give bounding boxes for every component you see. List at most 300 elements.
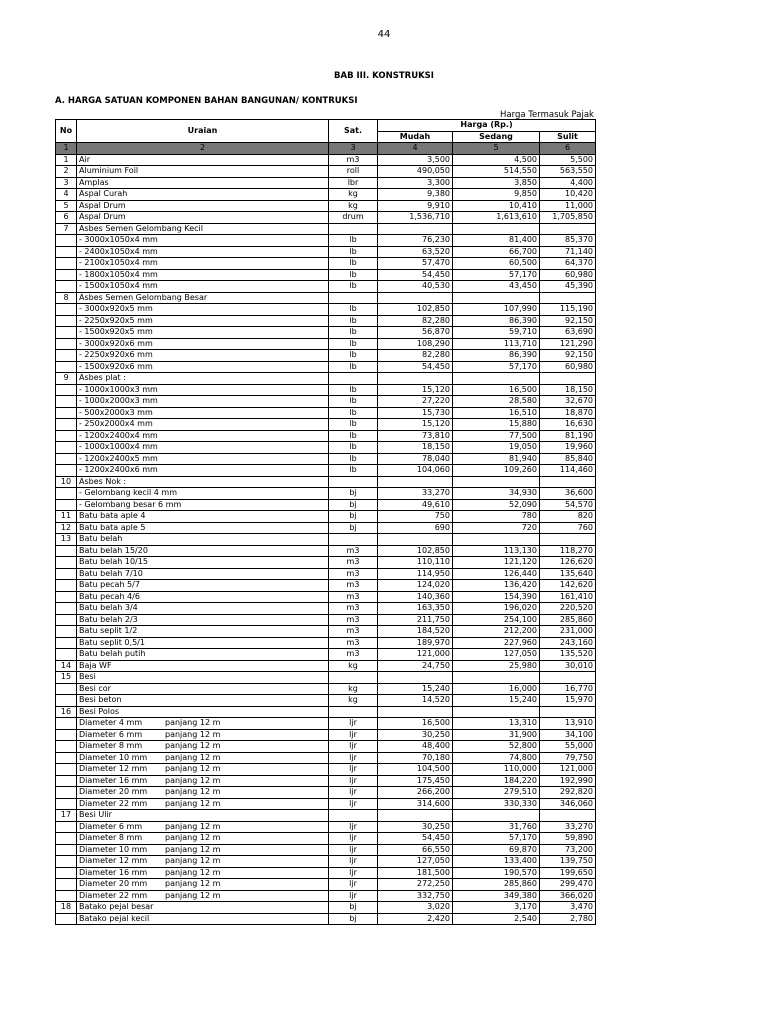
row-price-sulit: 32,670 (540, 396, 596, 408)
row-unit: ljr (329, 798, 378, 810)
row-price-sedang: 184,220 (453, 775, 540, 787)
row-price-mudah: 266,200 (378, 787, 453, 799)
row-price-sulit: 55,000 (540, 741, 596, 753)
row-description: - 3000x1050x4 mm (77, 235, 329, 247)
row-description: Batu bata aple 5 (77, 522, 329, 534)
row-price-sulit: 231,000 (540, 626, 596, 638)
row-price-mudah: 490,050 (378, 166, 453, 178)
row-price-sulit: 135,640 (540, 568, 596, 580)
row-description (77, 879, 329, 891)
row-unit: lb (329, 465, 378, 477)
row-price-mudah: 16,500 (378, 718, 453, 730)
row-no: 4 (56, 189, 77, 201)
row-no (56, 591, 77, 603)
row-unit: ljr (329, 867, 378, 879)
row-price-sulit: 220,520 (540, 603, 596, 615)
table-row (56, 568, 596, 580)
row-description: - 1200x2400x4 mm (77, 430, 329, 442)
table-row (56, 729, 596, 741)
table-row (56, 246, 596, 258)
row-price-sedang: 31,900 (453, 729, 540, 741)
row-price-sulit: 85,370 (540, 235, 596, 247)
row-unit: ljr (329, 879, 378, 891)
row-price-sulit: 10,420 (540, 189, 596, 201)
header-harga: Harga (Rp.) (378, 120, 596, 132)
row-description-name: Diameter 20 mm (79, 879, 148, 888)
row-price-sedang: 3,170 (453, 902, 540, 914)
row-price-sedang: 107,990 (453, 304, 540, 316)
row-price-sulit: 139,750 (540, 856, 596, 868)
row-price-sedang: 9,850 (453, 189, 540, 201)
row-description: Batu pecah 5/7 (77, 580, 329, 592)
row-price-mudah: 15,730 (378, 407, 453, 419)
table-row (56, 258, 596, 270)
row-no (56, 338, 77, 350)
row-description: - 1200x2400x5 mm (77, 453, 329, 465)
row-description (77, 741, 329, 753)
row-description: - 1200x2400x6 mm (77, 465, 329, 477)
row-price-sedang: 15,880 (453, 419, 540, 431)
table-row (56, 154, 596, 166)
column-index: 3 (329, 143, 378, 155)
row-price-sulit: 59,890 (540, 833, 596, 845)
row-no: 11 (56, 511, 77, 523)
row-unit: m3 (329, 591, 378, 603)
row-no (56, 637, 77, 649)
table-row (56, 741, 596, 753)
table-row (56, 350, 596, 362)
row-price-sulit: 16,770 (540, 683, 596, 695)
table-row (56, 879, 596, 891)
table-row (56, 660, 596, 672)
row-description (77, 718, 329, 730)
row-price-sedang: 25,980 (453, 660, 540, 672)
column-index: 5 (453, 143, 540, 155)
row-unit: lb (329, 350, 378, 362)
row-price-sedang: 254,100 (453, 614, 540, 626)
table-row (56, 637, 596, 649)
row-price-mudah: 114,950 (378, 568, 453, 580)
row-description: - Gelombang besar 6 mm (77, 499, 329, 511)
row-price-mudah: 211,750 (378, 614, 453, 626)
row-price-sedang: 43,450 (453, 281, 540, 293)
row-price-mudah: 184,520 (378, 626, 453, 638)
row-description: Asbes Semen Gelombang Kecil (77, 223, 329, 235)
row-price-sedang: 74,800 (453, 752, 540, 764)
row-no: 18 (56, 902, 77, 914)
row-price-mudah: 18,150 (378, 442, 453, 454)
row-unit (329, 476, 378, 488)
header-mudah: Mudah (378, 131, 453, 143)
row-price-mudah: 14,520 (378, 695, 453, 707)
row-no (56, 649, 77, 661)
row-no: 9 (56, 373, 77, 385)
row-description: Baja WF (77, 660, 329, 672)
row-price-sulit: 33,270 (540, 821, 596, 833)
row-price-sulit: 1,705,850 (540, 212, 596, 224)
row-price-sedang: 720 (453, 522, 540, 534)
row-price-mudah: 189,970 (378, 637, 453, 649)
row-price-mudah: 63,520 (378, 246, 453, 258)
row-description: - 3000x920x5 mm (77, 304, 329, 316)
row-description: Besi (77, 672, 329, 684)
row-price-mudah: 102,850 (378, 545, 453, 557)
row-description: - 1000x1000x4 mm (77, 442, 329, 454)
row-unit: lb (329, 453, 378, 465)
table-row (56, 591, 596, 603)
table-row (56, 304, 596, 316)
row-unit: lbr (329, 177, 378, 189)
table-row (56, 752, 596, 764)
row-price-sulit: 13,910 (540, 718, 596, 730)
row-description: Amplas (77, 177, 329, 189)
row-description: Batu belah (77, 534, 329, 546)
row-description: Batu seplit 1/2 (77, 626, 329, 638)
row-no: 5 (56, 200, 77, 212)
row-length: panjang 12 m (165, 729, 221, 739)
row-price-mudah: 104,060 (378, 465, 453, 477)
row-price-sulit: 73,200 (540, 844, 596, 856)
row-price-mudah: 2,420 (378, 913, 453, 925)
row-price-sulit: 60,980 (540, 269, 596, 281)
row-no (56, 269, 77, 281)
row-unit: m3 (329, 614, 378, 626)
row-price-sulit (540, 810, 596, 822)
row-price-sulit: 192,990 (540, 775, 596, 787)
row-unit: bj (329, 511, 378, 523)
row-price-sedang (453, 706, 540, 718)
row-price-mudah: 750 (378, 511, 453, 523)
row-unit (329, 810, 378, 822)
section-title: A. HARGA SATUAN KOMPONEN BAHAN BANGUNAN/ KONTRUKSI (55, 96, 358, 106)
row-price-mudah: 140,360 (378, 591, 453, 603)
row-description (77, 833, 329, 845)
page-number: 44 (377, 29, 391, 40)
row-no (56, 729, 77, 741)
row-no (56, 752, 77, 764)
row-price-mudah: 108,290 (378, 338, 453, 350)
row-unit: lb (329, 258, 378, 270)
row-description (77, 775, 329, 787)
row-price-sedang: 13,310 (453, 718, 540, 730)
row-unit: m3 (329, 545, 378, 557)
row-price-sulit (540, 292, 596, 304)
row-no (56, 787, 77, 799)
row-price-sedang: 16,000 (453, 683, 540, 695)
row-description: - 1000x2000x3 mm (77, 396, 329, 408)
row-price-sulit (540, 706, 596, 718)
table-row (56, 476, 596, 488)
row-description (77, 856, 329, 868)
row-description: Batako pejal kecil (77, 913, 329, 925)
row-length: panjang 12 m (165, 718, 221, 727)
row-description: Aspal Drum (77, 200, 329, 212)
row-description: - 3000x920x6 mm (77, 338, 329, 350)
row-price-sulit: 19,960 (540, 442, 596, 454)
row-price-sedang: 77,500 (453, 430, 540, 442)
row-unit: m3 (329, 603, 378, 615)
row-description: - Gelombang kecil 4 mm (77, 488, 329, 500)
row-unit (329, 223, 378, 235)
row-description: Besi beton (77, 695, 329, 707)
row-price-sedang (453, 373, 540, 385)
row-description: - 2400x1050x4 mm (77, 246, 329, 258)
row-price-mudah: 24,750 (378, 660, 453, 672)
row-unit: bj (329, 488, 378, 500)
row-price-sulit: 199,650 (540, 867, 596, 879)
row-price-sulit: 92,150 (540, 350, 596, 362)
row-price-sulit: 760 (540, 522, 596, 534)
table-row (56, 798, 596, 810)
row-no: 10 (56, 476, 77, 488)
table-row (56, 649, 596, 661)
column-index-row (56, 143, 596, 155)
row-description: - 1800x1050x4 mm (77, 269, 329, 281)
table-row (56, 706, 596, 718)
row-unit: ljr (329, 787, 378, 799)
row-price-sulit: 563,550 (540, 166, 596, 178)
row-length: panjang 12 m (165, 867, 221, 877)
column-index: 1 (56, 143, 77, 155)
row-price-sulit: 118,270 (540, 545, 596, 557)
row-price-sulit: 2,780 (540, 913, 596, 925)
row-price-sedang: 86,390 (453, 350, 540, 362)
row-no: 8 (56, 292, 77, 304)
table-row (56, 511, 596, 523)
row-no (56, 499, 77, 511)
row-price-sedang (453, 223, 540, 235)
row-description: Batu belah 10/15 (77, 557, 329, 569)
row-unit: m3 (329, 649, 378, 661)
row-description: Besi cor (77, 683, 329, 695)
table-row (56, 212, 596, 224)
row-description-name: Diameter 16 mm (79, 867, 148, 877)
row-unit (329, 534, 378, 546)
row-price-sulit: 60,980 (540, 361, 596, 373)
header-no: No (56, 120, 77, 143)
row-price-sedang: 66,700 (453, 246, 540, 258)
row-no (56, 465, 77, 477)
row-description (77, 752, 329, 764)
row-unit: ljr (329, 821, 378, 833)
row-price-mudah: 175,450 (378, 775, 453, 787)
row-no (56, 856, 77, 868)
row-price-sedang: 121,120 (453, 557, 540, 569)
row-no (56, 603, 77, 615)
row-length: panjang 12 m (165, 741, 221, 750)
row-price-mudah: 110,110 (378, 557, 453, 569)
row-unit: ljr (329, 775, 378, 787)
row-price-sedang: 57,170 (453, 269, 540, 281)
row-price-sedang (453, 476, 540, 488)
row-length: panjang 12 m (165, 821, 221, 831)
row-description: Batu belah putih (77, 649, 329, 661)
row-description: - 1000x1000x3 mm (77, 384, 329, 396)
row-no (56, 327, 77, 339)
row-price-sedang: 52,800 (453, 741, 540, 753)
row-no (56, 844, 77, 856)
price-note: Harga Termasuk Pajak (500, 110, 594, 120)
row-description: Besi Polos (77, 706, 329, 718)
row-unit: ljr (329, 844, 378, 856)
row-unit: m3 (329, 626, 378, 638)
row-price-sedang: 127,050 (453, 649, 540, 661)
row-price-sedang: 349,380 (453, 890, 540, 902)
row-price-sulit: 161,410 (540, 591, 596, 603)
row-unit (329, 292, 378, 304)
row-price-sedang: 1,613,610 (453, 212, 540, 224)
row-price-sulit: 135,520 (540, 649, 596, 661)
row-price-sedang: 113,130 (453, 545, 540, 557)
row-price-mudah: 49,610 (378, 499, 453, 511)
row-price-mudah: 3,300 (378, 177, 453, 189)
row-price-sedang: 126,440 (453, 568, 540, 580)
row-description (77, 787, 329, 799)
row-price-sedang: 86,390 (453, 315, 540, 327)
row-unit: ljr (329, 833, 378, 845)
table-row (56, 810, 596, 822)
row-price-sulit: 121,290 (540, 338, 596, 350)
row-unit: lb (329, 327, 378, 339)
row-description-name: Diameter 12 mm (79, 764, 148, 773)
row-no (56, 741, 77, 753)
row-unit: lb (329, 304, 378, 316)
row-price-sedang: 279,510 (453, 787, 540, 799)
table-row (56, 189, 596, 201)
row-price-mudah: 1,536,710 (378, 212, 453, 224)
row-description: - 2250x920x6 mm (77, 350, 329, 362)
row-price-mudah (378, 810, 453, 822)
row-price-mudah: 27,220 (378, 396, 453, 408)
table-row (56, 235, 596, 247)
row-price-sedang: 59,710 (453, 327, 540, 339)
row-price-mudah (378, 534, 453, 546)
row-no (56, 545, 77, 557)
row-price-sulit: 15,970 (540, 695, 596, 707)
row-unit: lb (329, 442, 378, 454)
row-description: Besi Ulir (77, 810, 329, 822)
row-price-sedang: 15,240 (453, 695, 540, 707)
row-no: 1 (56, 154, 77, 166)
row-description: Air (77, 154, 329, 166)
row-no (56, 258, 77, 270)
table-row (56, 534, 596, 546)
row-description-name: Diameter 20 mm (79, 787, 148, 796)
row-no (56, 614, 77, 626)
row-no (56, 281, 77, 293)
table-header (56, 120, 596, 155)
row-length: panjang 12 m (165, 879, 221, 888)
row-price-sulit: 299,470 (540, 879, 596, 891)
table-row (56, 902, 596, 914)
row-price-sedang: 2,540 (453, 913, 540, 925)
row-price-mudah: 76,230 (378, 235, 453, 247)
row-price-sulit (540, 223, 596, 235)
row-price-mudah: 121,000 (378, 649, 453, 661)
row-price-sedang: 136,420 (453, 580, 540, 592)
row-no (56, 833, 77, 845)
row-price-mudah: 54,450 (378, 361, 453, 373)
table-row (56, 626, 596, 638)
row-length: panjang 12 m (165, 775, 221, 785)
row-price-sulit: 285,860 (540, 614, 596, 626)
table-row (56, 614, 596, 626)
row-description: Batako pejal besar (77, 902, 329, 914)
row-unit: m3 (329, 557, 378, 569)
table-row (56, 200, 596, 212)
row-price-mudah: 54,450 (378, 833, 453, 845)
row-price-sulit (540, 373, 596, 385)
row-price-mudah: 9,380 (378, 189, 453, 201)
header-sedang: Sedang (453, 131, 540, 143)
row-price-sedang (453, 292, 540, 304)
row-price-sedang: 16,510 (453, 407, 540, 419)
row-price-mudah: 3,500 (378, 154, 453, 166)
row-description: - 1500x920x5 mm (77, 327, 329, 339)
row-price-sulit: 114,460 (540, 465, 596, 477)
row-price-sulit: 121,000 (540, 764, 596, 776)
row-no (56, 626, 77, 638)
row-price-sulit: 11,000 (540, 200, 596, 212)
row-no (56, 453, 77, 465)
row-price-sedang: 196,020 (453, 603, 540, 615)
row-price-mudah: 54,450 (378, 269, 453, 281)
row-no (56, 695, 77, 707)
row-price-sedang: 16,500 (453, 384, 540, 396)
row-price-sulit: 18,150 (540, 384, 596, 396)
row-unit: ljr (329, 764, 378, 776)
row-unit: ljr (329, 718, 378, 730)
row-no (56, 304, 77, 316)
row-unit: lb (329, 338, 378, 350)
row-description-name: Diameter 16 mm (79, 775, 148, 785)
row-price-sulit (540, 534, 596, 546)
row-unit: bj (329, 522, 378, 534)
row-no (56, 246, 77, 258)
row-no (56, 488, 77, 500)
row-price-mudah: 57,470 (378, 258, 453, 270)
row-price-sedang: 34,930 (453, 488, 540, 500)
row-no (56, 235, 77, 247)
row-no (56, 764, 77, 776)
row-unit: lb (329, 361, 378, 373)
row-description: Asbes Nok : (77, 476, 329, 488)
table-row (56, 166, 596, 178)
row-price-mudah: 332,750 (378, 890, 453, 902)
row-price-sedang (453, 810, 540, 822)
row-price-mudah: 690 (378, 522, 453, 534)
row-unit: bj (329, 902, 378, 914)
row-unit (329, 672, 378, 684)
row-price-sedang: 31,760 (453, 821, 540, 833)
row-description (77, 821, 329, 833)
row-no: 2 (56, 166, 77, 178)
row-price-mudah: 30,250 (378, 729, 453, 741)
row-price-sulit: 4,400 (540, 177, 596, 189)
row-price-sulit: 45,390 (540, 281, 596, 293)
row-description-name: Diameter 22 mm (79, 890, 148, 900)
row-price-sedang: 28,580 (453, 396, 540, 408)
row-price-mudah: 102,850 (378, 304, 453, 316)
row-no: 3 (56, 177, 77, 189)
row-no: 13 (56, 534, 77, 546)
table-row (56, 844, 596, 856)
row-price-sulit: 16,630 (540, 419, 596, 431)
row-description: Asbes Semen Gelombang Besar (77, 292, 329, 304)
row-price-mudah: 30,250 (378, 821, 453, 833)
row-unit: roll (329, 166, 378, 178)
table-row (56, 764, 596, 776)
